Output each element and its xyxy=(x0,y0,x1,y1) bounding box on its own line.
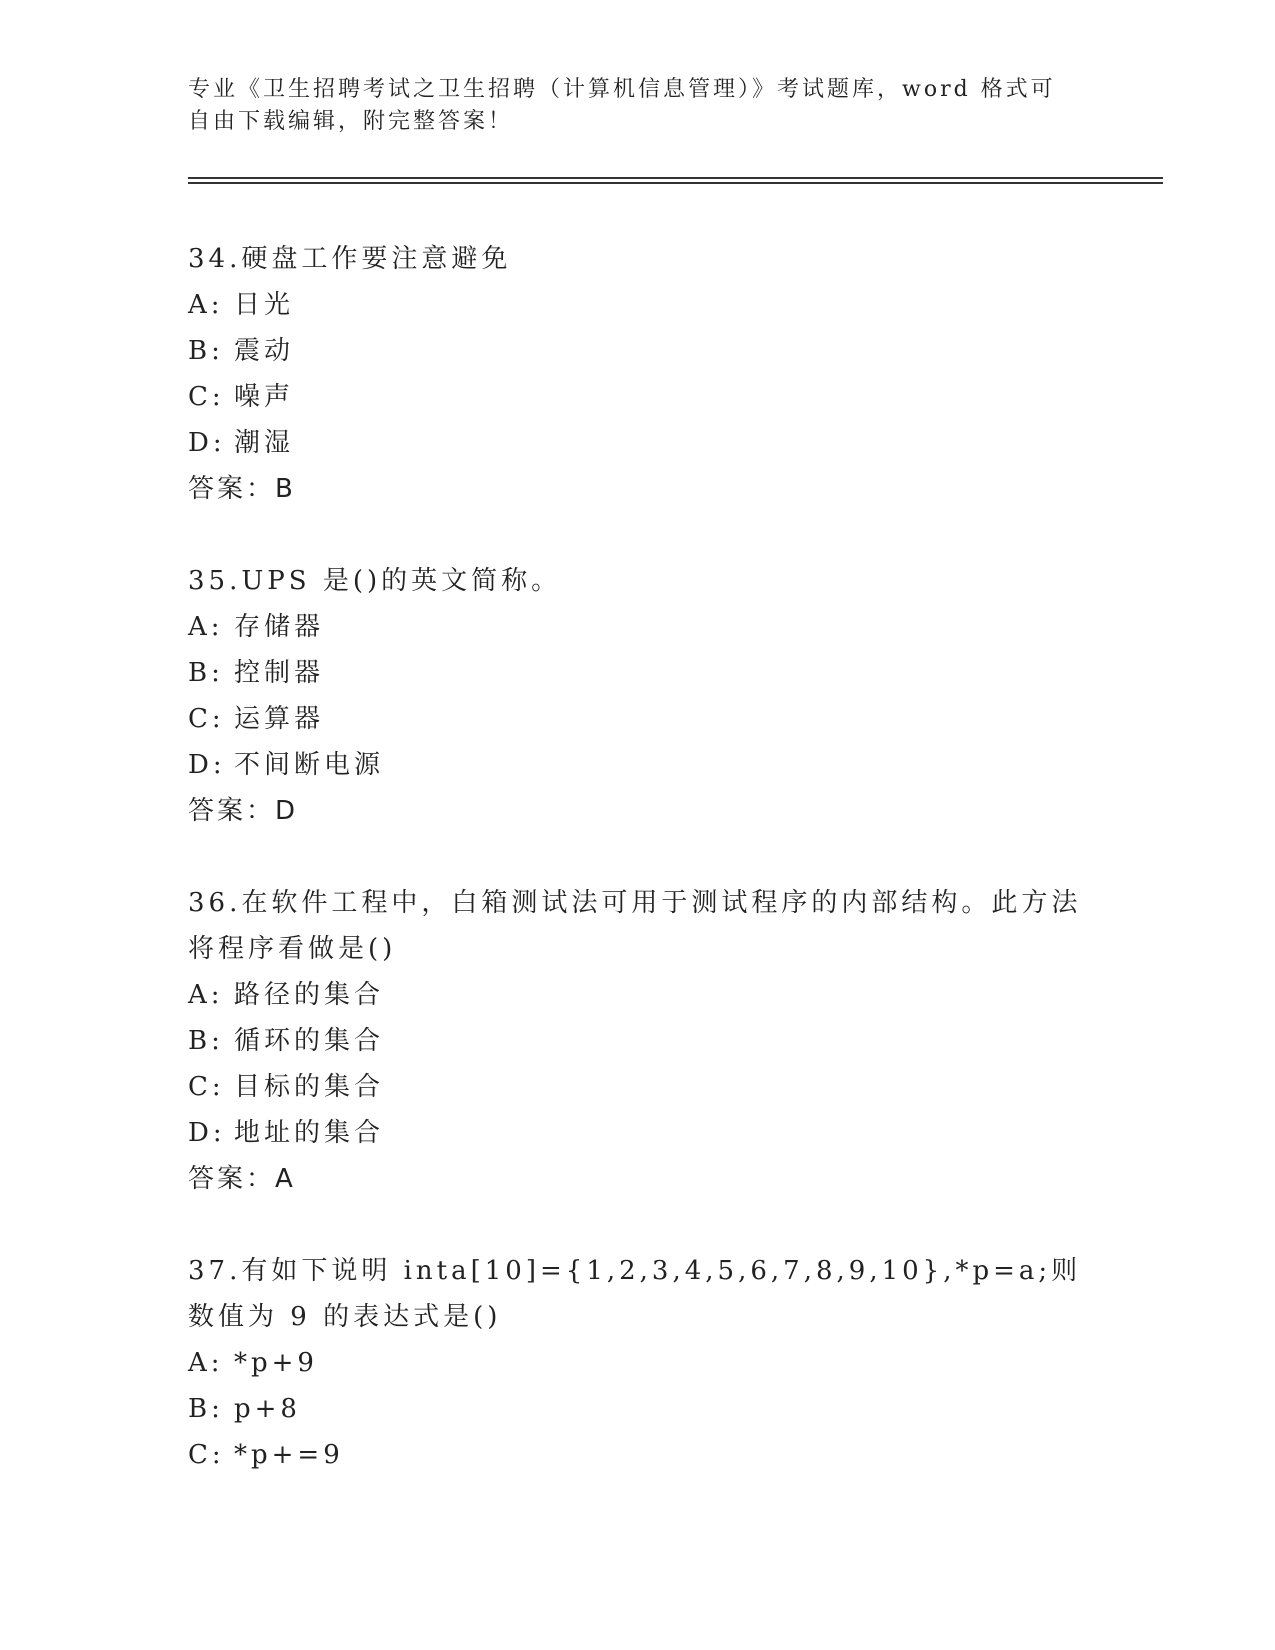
option-c xyxy=(188,374,1088,420)
option-text: *p+=9 xyxy=(234,1440,344,1470)
option-text: 运算器 xyxy=(234,704,325,734)
option-letter: D: xyxy=(188,750,226,780)
option-a xyxy=(188,972,1088,1018)
option-d xyxy=(188,742,1088,788)
option-b xyxy=(188,1386,1088,1432)
question-36 xyxy=(188,880,1088,1202)
option-text: 噪声 xyxy=(234,382,295,412)
option-text: 日光 xyxy=(234,290,295,320)
option-text: 震动 xyxy=(234,336,295,366)
option-letter: B: xyxy=(188,336,224,366)
option-letter: C: xyxy=(188,1072,225,1102)
question-35 xyxy=(188,558,1088,834)
option-text: 不间断电源 xyxy=(234,750,385,780)
option-a xyxy=(188,604,1088,650)
option-letter: C: xyxy=(188,1440,225,1470)
option-letter: B: xyxy=(188,1394,224,1424)
question-text: 34.硬盘工作要注意避免 xyxy=(188,244,512,274)
option-d xyxy=(188,420,1088,466)
option-b xyxy=(188,650,1088,696)
option-letter: C: xyxy=(188,704,225,734)
option-b xyxy=(188,328,1088,374)
document-header: 专业《卫生招聘考试之卫生招聘（计算机信息管理）》考试题库，word 格式可自由下载编辑，附完整答案！ xyxy=(188,77,1056,134)
option-text: 地址的集合 xyxy=(234,1118,385,1148)
option-text: 存储器 xyxy=(234,612,325,642)
option-c xyxy=(188,696,1088,742)
option-letter: A: xyxy=(188,1348,224,1378)
option-letter: C: xyxy=(188,382,225,412)
header-divider-top xyxy=(188,177,1163,179)
question-list xyxy=(188,236,1088,1524)
option-text: 控制器 xyxy=(234,658,325,688)
option-text: *p+9 xyxy=(234,1348,318,1378)
option-letter: A: xyxy=(188,290,224,320)
question-text: 36.在软件工程中，白箱测试法可用于测试程序的内部结构。此方法将程序看做是() xyxy=(188,888,1082,964)
option-text: 目标的集合 xyxy=(234,1072,385,1102)
option-letter: D: xyxy=(188,428,226,458)
option-letter: D: xyxy=(188,1118,226,1148)
question-37 xyxy=(188,1248,1088,1478)
option-c xyxy=(188,1432,1088,1478)
option-b xyxy=(188,1018,1088,1064)
option-letter: B: xyxy=(188,1026,224,1056)
option-text: 循环的集合 xyxy=(234,1026,385,1056)
answer-text: 答案：D xyxy=(188,796,299,826)
option-text: 潮湿 xyxy=(234,428,295,458)
question-34 xyxy=(188,236,1088,512)
option-a xyxy=(188,282,1088,328)
question-text: 35.UPS 是()的英文简称。 xyxy=(188,566,562,596)
option-letter: A: xyxy=(188,612,224,642)
option-d xyxy=(188,1110,1088,1156)
option-text: 路径的集合 xyxy=(234,980,385,1010)
option-letter: A: xyxy=(188,980,224,1010)
option-c xyxy=(188,1064,1088,1110)
answer-text: 答案：A xyxy=(188,1164,296,1194)
answer-text: 答案：B xyxy=(188,474,296,504)
option-a xyxy=(188,1340,1088,1386)
option-text: p+8 xyxy=(234,1394,301,1424)
question-text: 37.有如下说明 inta[10]={1,2,3,4,5,6,7,8,9,10},*p=a;则数值为 9 的表达式是() xyxy=(188,1256,1082,1332)
option-letter: B: xyxy=(188,658,224,688)
header-divider-bottom xyxy=(188,182,1163,184)
